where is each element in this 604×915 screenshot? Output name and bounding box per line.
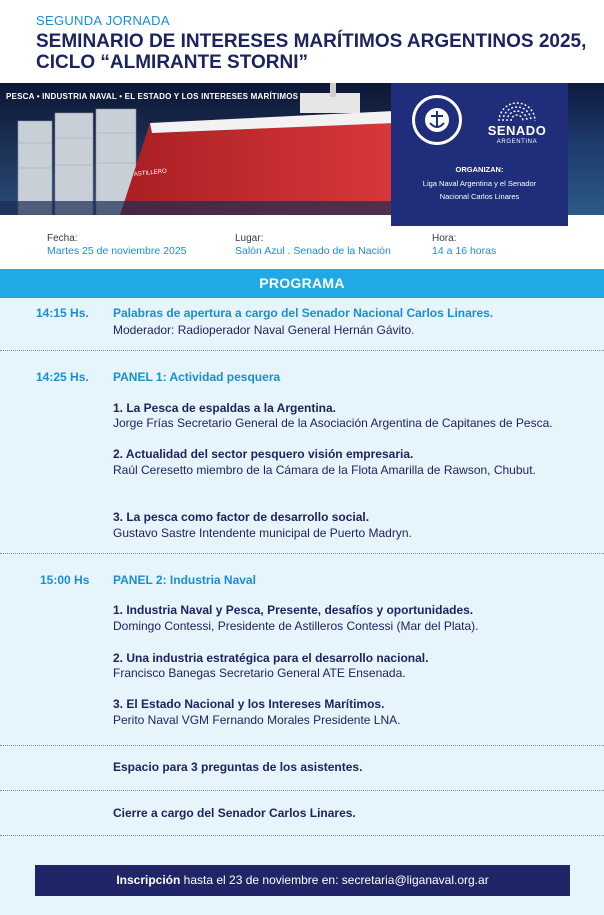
opening-title: Palabras de apertura a cargo del Senador Nacional Carlos Linares. (113, 306, 494, 320)
closing-text: Cierre a cargo del Senador Carlos Linares. (113, 806, 356, 820)
questions-text: Espacio para 3 preguntas de los asistentes. (113, 760, 363, 774)
divider (0, 350, 604, 351)
event-subtitle: SEGUNDA JORNADA (36, 13, 170, 28)
panel1-item1-title: 1. La Pesca de espaldas a la Argentina. (113, 401, 336, 415)
panel1-title: PANEL 1: Actividad pesquera (113, 370, 281, 384)
organizers-label: ORGANIZAN: (455, 165, 504, 174)
panel2-item3-text: Perito Naval VGM Fernando Morales Presidente LNA. (113, 713, 401, 727)
panel1-item3-text: Gustavo Sastre Intendente municipal de Puerto Madryn. (113, 526, 412, 540)
fecha-value: Martes 25 de noviembre 2025 (47, 245, 187, 257)
panel1-item1-text: Jorge Frías Secretario General de la Asociación Argentina de Capitanes de Pesca. (113, 416, 553, 430)
ship-name-text: ASTILLERO (133, 168, 168, 178)
divider (0, 745, 604, 746)
panel1-item2-text: Raúl Ceresetto miembro de la Cámara de la Flota Amarilla de Rawson, Chubut. (113, 463, 536, 477)
moderator-text: Moderador: Radioperador Naval General Hernán Gávito. (113, 323, 415, 337)
panel2-item2-text: Francisco Banegas Secretario General ATE Ensenada. (113, 666, 406, 680)
senado-arc-icon (477, 97, 557, 123)
fecha-label: Fecha: (47, 233, 78, 244)
event-title (36, 31, 596, 73)
organizers-line2: Nacional Carlos Linares (439, 192, 520, 201)
lugar-label: Lugar: (235, 233, 264, 244)
organizers-text (399, 177, 560, 203)
organizers-panel (391, 83, 568, 226)
programa-heading: PROGRAMA (0, 269, 604, 298)
panel1-item2-title: 2. Actualidad del sector pesquero visión empresaria. (113, 447, 414, 461)
divider (0, 553, 604, 554)
senado-wordmark: SENADO (487, 123, 547, 138)
lugar-value: Salón Azul . Senado de la Nación (235, 245, 391, 257)
panel2-item3-title: 3. El Estado Nacional y los Intereses Marítimos. (113, 697, 385, 711)
panel1-item3-title: 3. La pesca como factor de desarrollo social. (113, 510, 370, 524)
panel2-title: PANEL 2: Industria Naval (113, 573, 256, 587)
liga-naval-emblem-icon (412, 95, 462, 145)
time-block1: 14:15 Hs. (36, 306, 89, 320)
divider (0, 790, 604, 791)
time-block2: 14:25 Hs. (36, 370, 89, 384)
registration-label: Inscripción (116, 873, 181, 887)
senado-logo (477, 97, 557, 147)
ship-photo (0, 83, 395, 215)
registration-bar (35, 865, 570, 896)
divider (0, 835, 604, 836)
liga-naval-logo (412, 95, 462, 145)
panel2-item1-text: Domingo Contessi, Presidente de Astilleros Contessi (Mar del Plata). (113, 619, 479, 633)
event-title-line2: CICLO “ALMIRANTE STORNI” (36, 52, 308, 73)
banner-tagline: PESCA • INDUSTRIA NAVAL • EL ESTADO Y LOS INTERESES MARÍTIMOS (6, 92, 299, 101)
panel2-item1-title: 1. Industria Naval y Pesca, Presente, desafíos y oportunidades. (113, 603, 474, 617)
senado-sub: ARGENTINA (496, 139, 538, 145)
organizers-line1: Liga Naval Argentina y el Senador (422, 179, 537, 188)
event-title-line1: SEMINARIO DE INTERESES MARÍTIMOS ARGENTINOS 2025, (36, 31, 587, 52)
hora-value: 14 a 16 horas (432, 245, 497, 257)
hora-label: Hora: (432, 233, 457, 244)
registration-text: hasta el 23 de noviembre en: secretaria@liganaval.org.ar (180, 873, 489, 887)
time-block3: 15:00 Hs (40, 573, 90, 587)
panel2-item2-title: 2. Una industria estratégica para el desarrollo nacional. (113, 651, 429, 665)
